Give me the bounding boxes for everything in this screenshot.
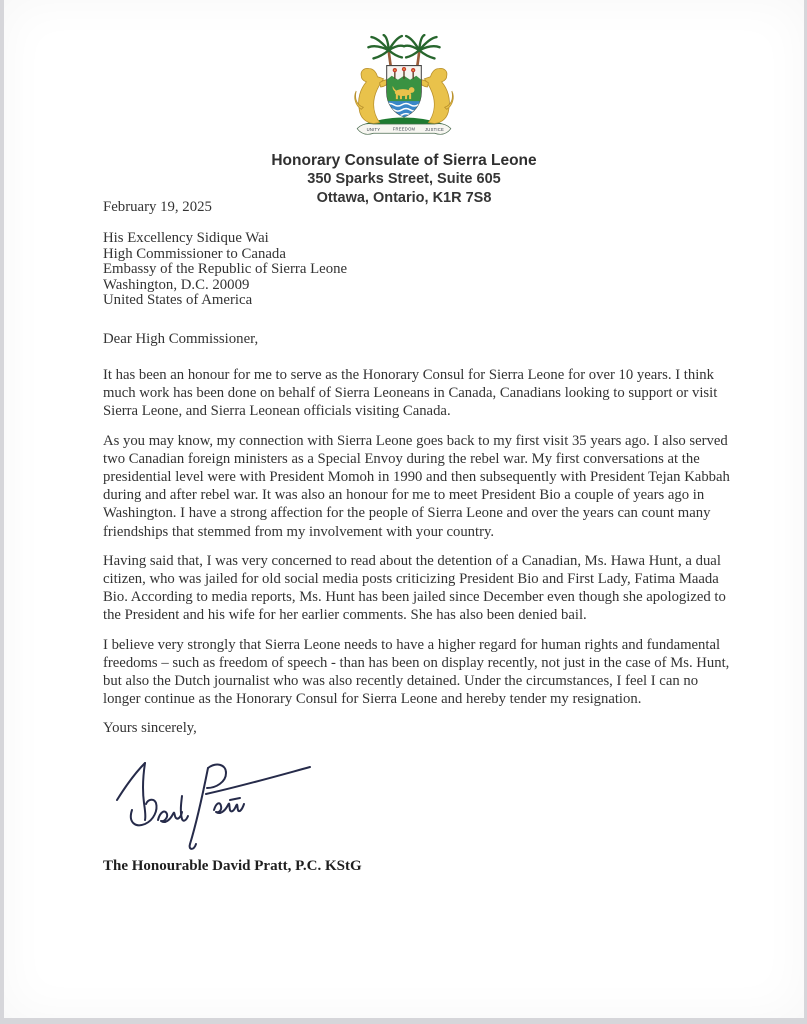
letter-date: February 19, 2025	[103, 199, 212, 215]
paragraph-2: As you may know, my connection with Sierra Leone goes back to my first visit 35 years ago. I also served two Canadian foreign ministers as a Special Envoy during the rebel war. My first conversations at the presidential level were with President Momoh in 1990 and then subsequently with President Tejan Kabbah during and after rebel war. It was also an honour for me to meet President Bio a couple of years ago in Washington. I have a strong affection for the people of Sierra Leone and over the years can count many friendships that stemmed from my involvement with your country.	[103, 432, 730, 540]
signer-name: The Honourable David Pratt, P.C. KStG	[103, 858, 362, 874]
consulate-name: Honorary Consulate of Sierra Leone	[271, 152, 537, 169]
paragraph-1: It has been an honour for me to serve as the Honorary Consul for Sierra Leone for over 10 years. I think much work has been done on behalf of Sierra Leoneans in Canada, Canadians looking to support or visit Sierra Leone, and Sierra Leonean officials visiting Canada.	[103, 367, 718, 420]
closing: Yours sincerely,	[103, 720, 197, 737]
salutation: Dear High Commissioner,	[103, 331, 259, 347]
signature-handwriting	[102, 748, 322, 858]
recipient-line: High Commissioner to Canada	[103, 245, 286, 262]
palm-fronds	[368, 35, 439, 58]
paragraph-3: Having said that, I was very concerned to read about the detention of a Canadian, Ms. Hawa Hunt, a dual citizen, who was jailed for old social media posts criticizing President Bio and First Lady, Fatima Maada Bio. According to media reports, Ms. Hunt has been jailed since December even though she apologized to the President and his wife for her earlier comments. She has also been denied bail.	[103, 552, 726, 624]
sierra-leone-coat-of-arms	[342, 34, 466, 148]
paragraph-4: I believe very strongly that Sierra Leone needs to have a higher regard for human rights and fundamental freedoms – such as freedom of speech - than has been on display recently, not just in the case of Ms. Hunt, but also the Dutch journalist who was also recently detained. Under the circumstances, I feel I can no longer continue as the Honorary Consul for Sierra Leone and hereby tender my resignation.	[103, 636, 730, 708]
motto-word-unity: UNITY	[366, 126, 381, 132]
letter-page	[4, 0, 804, 1018]
letter-body	[103, 366, 733, 749]
recipient-address	[103, 231, 347, 309]
motto-word-freedom: FREEDOM	[392, 126, 416, 132]
motto-word-justice: JUSTICE	[424, 126, 445, 132]
consulate-city: Ottawa, Ontario, K1R 7S8	[316, 189, 492, 206]
recipient-line: United States of America	[103, 292, 253, 309]
recipient-line: Embassy of the Republic of Sierra Leone	[103, 261, 348, 278]
recipient-line: Washington, D.C. 20009	[103, 276, 250, 293]
lion-right	[418, 68, 453, 123]
lion-left	[355, 68, 390, 123]
recipient-line: His Excellency Sidique Wai	[103, 230, 269, 246]
letterhead	[4, 34, 804, 207]
consulate-street: 350 Sparks Street, Suite 605	[307, 171, 501, 187]
